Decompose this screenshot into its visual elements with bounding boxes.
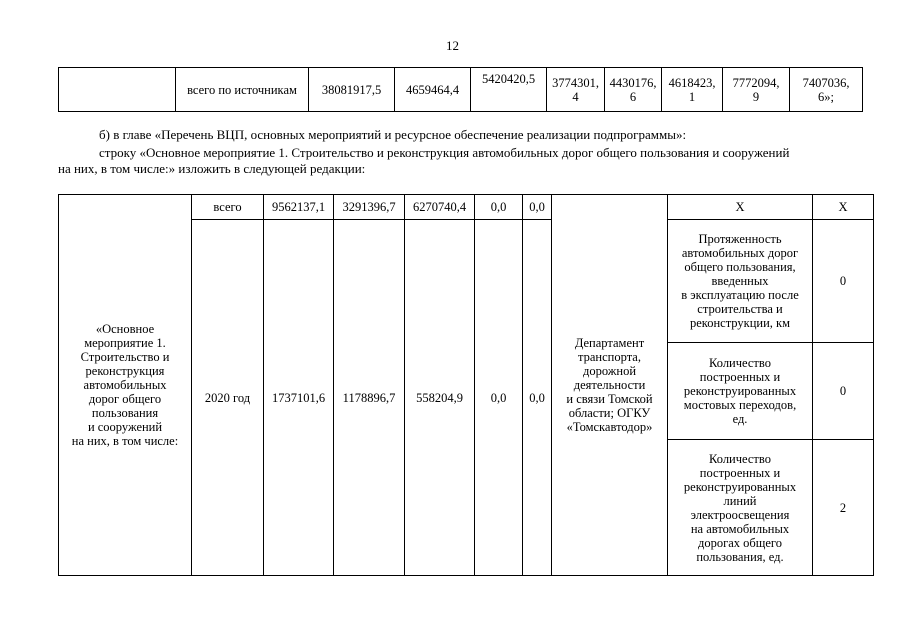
indicator-name: Количество построенных и реконструированных линий электроосвещения на автомобильных дорогах общего пользования, ед. (668, 440, 813, 576)
measure-table (58, 194, 874, 576)
summary-value: 3774301, 4 (547, 68, 605, 112)
summary-value: 38081917,5 (309, 68, 395, 112)
value-x: Х (813, 195, 874, 220)
indicator-value: 0 (813, 220, 874, 343)
period-cell: всего (192, 195, 264, 220)
summary-value: 4430176, 6 (605, 68, 662, 112)
paragraph-b: б) в главе «Перечень ВЦП, основных мероприятий и ресурсное обеспечение реализации подпрограммы»: (99, 127, 687, 142)
amount-cell: 9562137,1 (264, 195, 334, 220)
summary-value: 7772094, 9 (723, 68, 790, 112)
summary-value: 5420420,5 (471, 68, 547, 112)
paragraph-line: на них, в том числе:» изложить в следующей редакции: (58, 161, 366, 176)
indicator-name: Количество построенных и реконструированных мостовых переходов, ед. (668, 343, 813, 440)
paragraph-line: строку «Основное мероприятие 1. Строительство и реконструкция автомобильных дорог общего пользования и сооружений (99, 145, 790, 160)
amount-cell: 0,0 (523, 195, 552, 220)
amount-cell: 3291396,7 (334, 195, 405, 220)
summary-value: 4659464,4 (395, 68, 471, 112)
summary-table (58, 67, 863, 112)
amount-cell: 6270740,4 (405, 195, 475, 220)
amount-cell: 0,0 (475, 195, 523, 220)
summary-value: 7407036, 6»; (790, 68, 863, 112)
period-cell: 2020 год (192, 220, 264, 576)
amount-cell: 1737101,6 (264, 220, 334, 576)
total-row (59, 195, 874, 220)
summary-row (59, 68, 863, 112)
amount-cell: 0,0 (523, 220, 552, 576)
amount-cell: 1178896,7 (334, 220, 405, 576)
indicator-name: Протяженность автомобильных дорог общего пользования, введенных в эксплуатацию после строительства и реконструкции, км (668, 220, 813, 343)
amount-cell: 558204,9 (405, 220, 475, 576)
indicator-value: 2 (813, 440, 874, 576)
summary-empty-cell (59, 68, 176, 112)
amount-cell: 0,0 (475, 220, 523, 576)
summary-value: 4618423, 1 (662, 68, 723, 112)
executor-cell: Департамент транспорта, дорожной деятельности и связи Томской области; ОГКУ «Томскавтодор» (552, 195, 668, 576)
indicator-value: 0 (813, 343, 874, 440)
summary-label: всего по источникам (176, 68, 309, 112)
page-number: 12 (446, 38, 459, 53)
indicator-x: Х (668, 195, 813, 220)
measure-name: «Основное мероприятие 1. Строительство и реконструкция автомобильных дорог общего пользования и сооружений на них, в том числе: (59, 195, 192, 576)
